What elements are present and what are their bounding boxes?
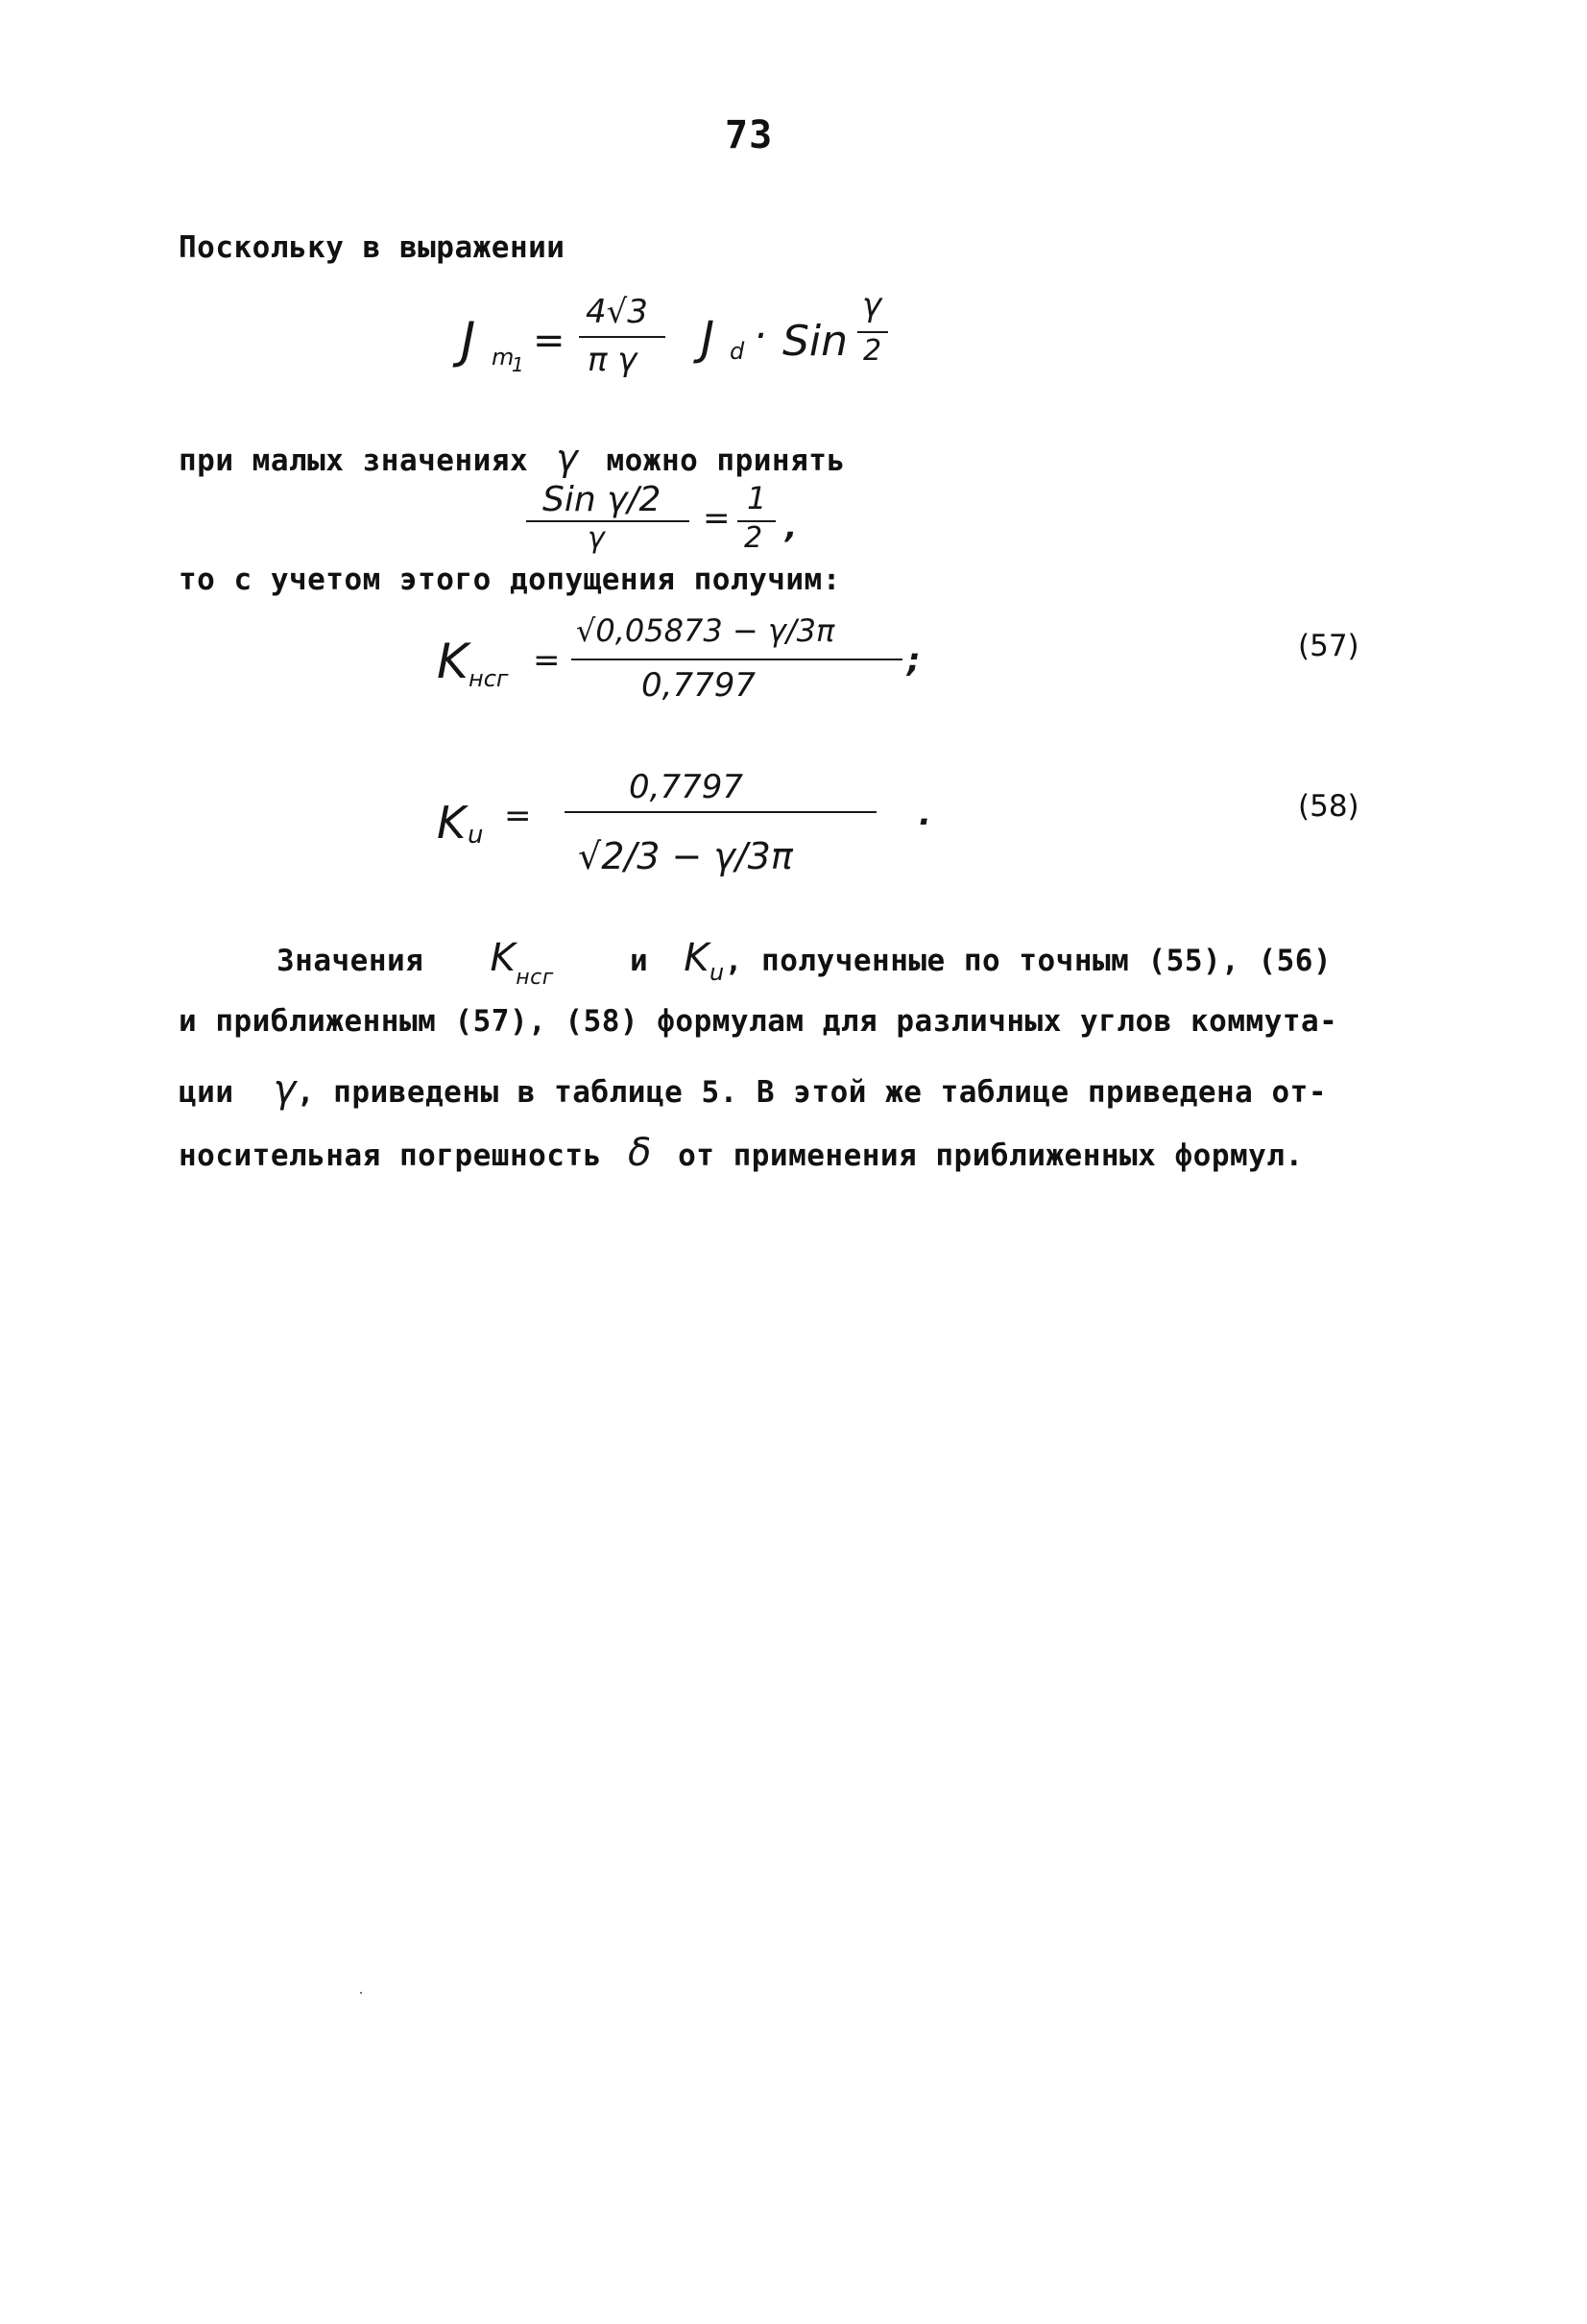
- formula-58-period: .: [919, 795, 931, 833]
- para-k-nsg-sub: нсг: [516, 966, 554, 990]
- formula-im-bar: [579, 336, 665, 338]
- formula-im-sin: Sin: [782, 317, 849, 366]
- gamma-symbol: γ: [556, 437, 579, 479]
- formula-im-eq: =: [533, 319, 565, 363]
- formula-58-den: √2/3 − γ/3π: [578, 835, 793, 877]
- para-k-u-sub: u: [709, 959, 725, 986]
- formula-im-factor-sub: d: [730, 338, 745, 365]
- formula-im-den: π γ: [588, 341, 637, 379]
- formula-im-frac-bar: [857, 331, 888, 333]
- para-line-1-rest: , полученные по точным (55), (56): [724, 944, 1333, 978]
- small-values-line: [179, 437, 846, 479]
- formula-58-lhs-sub: u: [468, 821, 484, 850]
- para-gamma: γ: [273, 1067, 297, 1112]
- formula-58-bar: [565, 811, 877, 813]
- formula-im-dot: ·: [754, 312, 767, 359]
- formula-57-eq: =: [533, 641, 561, 680]
- formula-57-den: 0,7797: [641, 666, 756, 705]
- formula-im-factor: J: [701, 312, 715, 366]
- formula-approx-num: Sin γ/2: [542, 480, 661, 519]
- then-line: то с учетом этого допущения получим:: [179, 563, 841, 597]
- para-line-4-rest: от применения приближенных формул.: [678, 1138, 1304, 1173]
- formula-57-num: √0,05873 − γ/3π: [576, 612, 835, 649]
- formula-57-lhs-sub: нсг: [469, 665, 509, 692]
- formula-approx-rnum: 1: [747, 480, 767, 516]
- formula-im-lhs: J: [461, 312, 476, 370]
- intro-line: Поскольку в выражении: [179, 230, 565, 265]
- formula-58-lhs: K: [437, 797, 467, 849]
- formula-im-frac-num: γ: [862, 286, 882, 324]
- formula-58-num: 0,7797: [629, 768, 743, 806]
- para-line-3: [179, 1067, 1327, 1112]
- para-line-3-rest: , приведены в таблице 5. В этой же таблице приведена от-: [296, 1075, 1328, 1110]
- para-line-3-start: ции: [179, 1075, 234, 1110]
- formula-approx-den: γ: [588, 521, 605, 555]
- formula-approx-eq: =: [703, 499, 731, 538]
- scan-speck: [360, 1992, 362, 1994]
- para-line-4-start: носительная погрешность: [179, 1138, 602, 1173]
- formula-57-lhs: K: [437, 634, 469, 689]
- para-line-4: [179, 1131, 1304, 1175]
- page-number: 73: [725, 113, 774, 157]
- para-k-u: K: [684, 936, 710, 980]
- small-values-pre: при малых значениях: [179, 443, 529, 478]
- para-values-word: Значения: [277, 944, 424, 978]
- formula-57-bar: [571, 659, 902, 660]
- para-line-2: и приближенным (57), (58) формулам для различных углов коммута-: [179, 1004, 1338, 1039]
- equation-number-57: (57): [1298, 629, 1359, 663]
- equation-number-58: (58): [1298, 789, 1359, 824]
- formula-approx-comma: ,: [785, 509, 798, 545]
- para-line-1: [277, 936, 1333, 990]
- para-and-word: и: [629, 944, 649, 978]
- formula-approx-rden: 2: [744, 521, 763, 555]
- formula-im-lhs-sub2: 1: [512, 353, 524, 376]
- formula-im-frac-den: 2: [863, 334, 882, 368]
- formula-im-lhs-sub: m: [492, 344, 515, 371]
- formula-57-semicolon: ;: [907, 641, 921, 680]
- small-values-post: можно принять: [606, 443, 846, 478]
- formula-58-eq: =: [504, 797, 532, 835]
- para-delta: δ: [627, 1131, 652, 1175]
- formula-im-num: 4√3: [586, 293, 648, 331]
- formula-approx-bar: [526, 520, 689, 522]
- para-k-nsg: K: [490, 936, 517, 980]
